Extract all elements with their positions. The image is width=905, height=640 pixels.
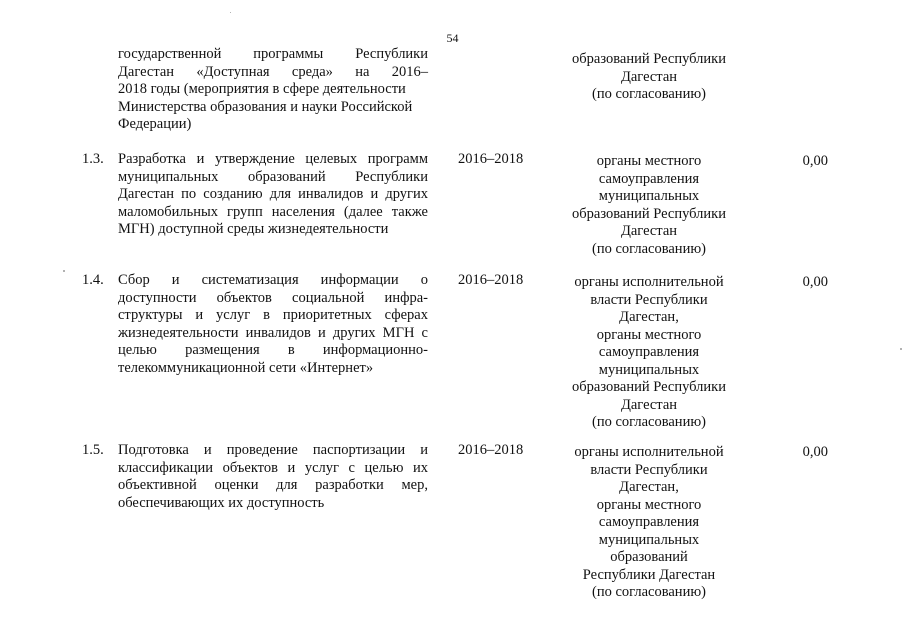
- description-line: доступности объектов социальной инфра-: [118, 289, 428, 306]
- row-amount: 0,00: [802, 274, 828, 290]
- executor-line: муниципальных: [598, 361, 700, 378]
- row-period: 2016–2018: [458, 272, 524, 288]
- executor-line: самоуправления: [598, 344, 700, 360]
- executor-line: образований Республики: [572, 205, 726, 222]
- description-line: жизнедеятельности инвалидов и других МГН с: [118, 324, 428, 341]
- row-number: 1.4.: [82, 272, 104, 288]
- row-executor: [560, 444, 738, 602]
- executor-line: образований Республики: [572, 379, 726, 395]
- description-line: Министерства образования и науки Российской: [118, 98, 413, 115]
- executor-line: самоуправления: [598, 514, 700, 530]
- row-description: [118, 272, 428, 377]
- description-line: государственной программы Республики: [118, 46, 428, 62]
- executor-line: самоуправления: [598, 170, 700, 187]
- executor-line: образований: [610, 549, 688, 565]
- executor-line: Дагестан: [620, 68, 678, 85]
- executor-line: органы местного: [596, 326, 702, 343]
- description-line: Сбор и систематизация информации о: [118, 272, 428, 288]
- executor-line: Дагестан: [620, 396, 678, 413]
- executor-line: муниципальных: [598, 531, 700, 548]
- executor-line: образований Республики: [572, 51, 726, 67]
- executor-line: органы местного: [596, 153, 702, 169]
- row-period: 2016–2018: [458, 442, 524, 458]
- executor-line: власти Республики: [590, 291, 708, 308]
- executor-line: Дагестан,: [619, 309, 679, 325]
- executor-line: (по согласованию): [592, 86, 706, 102]
- executor-line: власти Республики: [590, 461, 708, 478]
- description-line: целью размещения в информационно-: [118, 342, 428, 358]
- description-line: 2018 годы (мероприятия в сфере деятельности: [118, 81, 406, 97]
- row-description: [118, 442, 428, 512]
- executor-line: (по согласованию): [592, 584, 706, 600]
- row-number: 1.3.: [82, 151, 104, 167]
- executor-line: органы исполнительной: [574, 444, 724, 460]
- description-line: Подготовка и проведение паспортизации и: [118, 442, 428, 458]
- executor-line: органы местного: [596, 496, 702, 513]
- executor-line: органы исполнительной: [574, 274, 724, 290]
- row-executor: [560, 51, 738, 104]
- page-number: 54: [446, 31, 459, 45]
- scan-speck: [63, 270, 65, 272]
- description-line: Разработка и утверждение целевых программ: [118, 151, 428, 167]
- executor-line: Дагестан: [620, 223, 678, 239]
- row-amount: 0,00: [802, 444, 828, 460]
- executor-line: муниципальных: [598, 188, 700, 204]
- row-executor: [560, 274, 738, 432]
- row-number: 1.5.: [82, 442, 104, 458]
- description-line: маломобильных групп населения (далее также: [118, 203, 428, 220]
- description-line: муниципальных образований Республики: [118, 168, 428, 185]
- scan-speck: [230, 12, 231, 13]
- description-line: телекоммуникационной сети «Интернет»: [118, 359, 374, 376]
- description-line: классификации объектов и услуг с целью их: [118, 459, 428, 476]
- description-line: Дагестан «Доступная среда» на 2016–: [118, 63, 428, 80]
- executor-line: (по согласованию): [592, 414, 706, 430]
- description-line: структуры и услуг в приоритетных сферах: [118, 307, 428, 323]
- row-executor: [560, 153, 738, 258]
- description-line: обеспечивающих их доступность: [118, 494, 325, 511]
- executor-line: Дагестан,: [619, 479, 679, 495]
- description-line: Дагестан по созданию для инвалидов и других: [118, 186, 428, 202]
- row-description: [118, 46, 428, 134]
- row-amount: 0,00: [802, 153, 828, 169]
- description-line: объективной оценки для разработки мер,: [118, 477, 428, 493]
- executor-line: Республики Дагестан: [582, 566, 716, 583]
- description-line: Федерации): [118, 116, 192, 132]
- row-description: [118, 151, 428, 239]
- scan-speck: [900, 348, 902, 350]
- executor-line: (по согласованию): [592, 240, 706, 257]
- row-period: 2016–2018: [458, 151, 524, 167]
- description-line: МГН) доступной среды жизнедеятельности: [118, 221, 389, 237]
